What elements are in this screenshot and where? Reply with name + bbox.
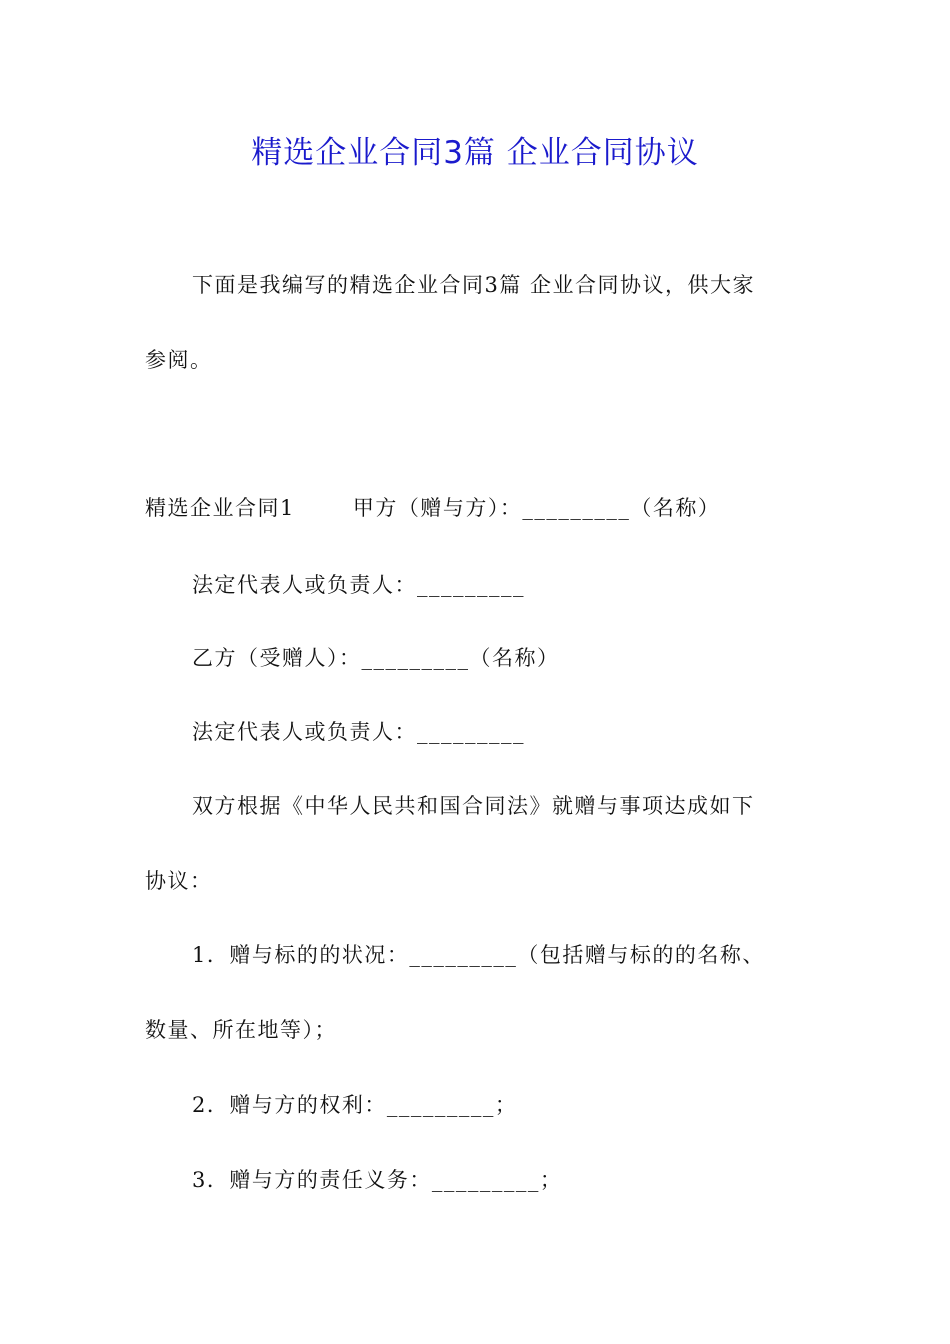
- party-b-line: 乙方（受赠人）：_________（名称）: [192, 646, 560, 670]
- contract-heading-row: [145, 492, 720, 524]
- intro-line-2: 参阅。: [145, 348, 213, 372]
- contract-heading: 精选企业合同1: [145, 496, 295, 520]
- item-3: 3．赠与方的责任义务：_________；: [192, 1168, 563, 1192]
- intro-line-1: 下面是我编写的精选企业合同3篇 企业合同协议，供大家: [192, 273, 756, 297]
- item-1-line-1: 1．赠与标的的状况：_________（包括赠与标的的名称、: [192, 943, 765, 967]
- basis-line-2: 协议：: [145, 869, 213, 893]
- party-a-line: 甲方（赠与方）：_________（名称）: [352, 496, 721, 520]
- document-title: 精选企业合同3篇 企业合同协议: [251, 135, 699, 171]
- item-1-line-2: 数量、所在地等）；: [145, 1018, 337, 1042]
- item-2: 2．赠与方的权利：_________；: [192, 1093, 518, 1117]
- party-b-representative: 法定代表人或负责人：_________: [192, 720, 525, 744]
- basis-line-1: 双方根据《中华人民共和国合同法》就赠与事项达成如下: [192, 794, 755, 818]
- party-a-representative: 法定代表人或负责人：_________: [192, 573, 525, 597]
